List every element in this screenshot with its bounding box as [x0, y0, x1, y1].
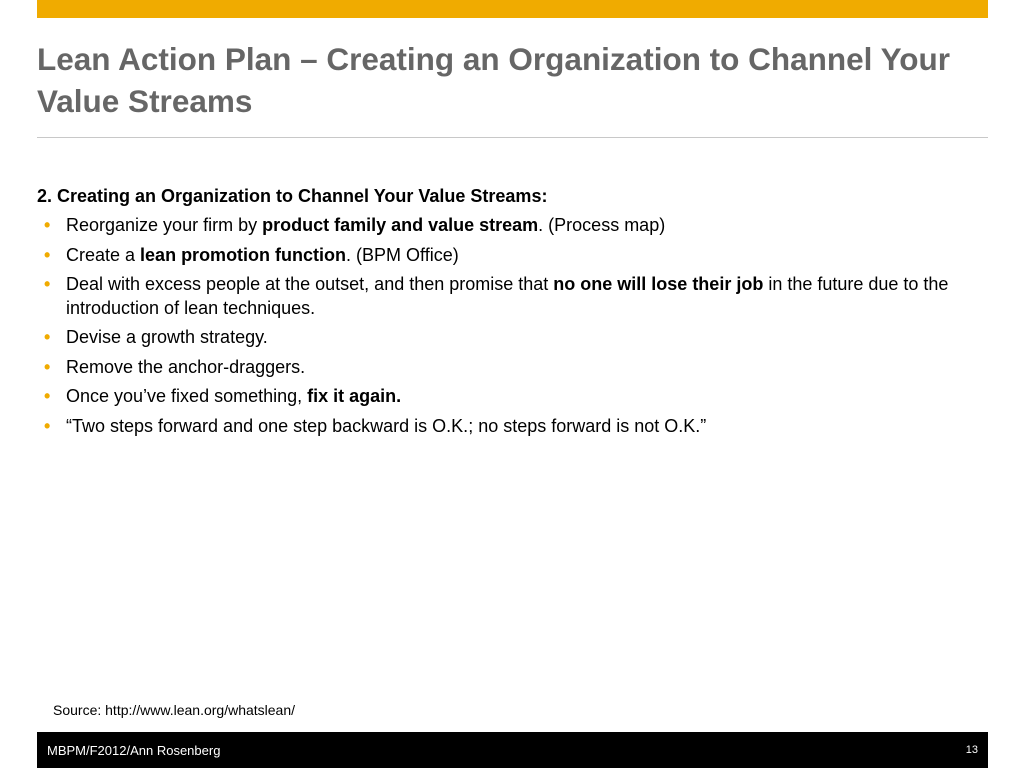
- bullet-item: [37, 273, 977, 320]
- bullet-item: [37, 415, 977, 439]
- top-accent-bar: [37, 0, 988, 18]
- slide-content: [37, 184, 977, 444]
- page-number: 13: [965, 744, 978, 756]
- bullet-emphasis: product family and value stream: [262, 215, 539, 235]
- bullet-text: Create a: [66, 244, 141, 265]
- bullet-item: [37, 356, 977, 380]
- title-divider: [37, 137, 988, 138]
- bullet-text: Deal with excess people at the outset, and then promise that: [66, 274, 554, 294]
- bullet-text: Remove the anchor-draggers.: [66, 356, 306, 377]
- source-citation: Source: http://www.lean.org/whatslean/: [53, 702, 296, 718]
- bullet-icon: •: [44, 274, 51, 294]
- bullet-emphasis: fix it again.: [307, 386, 402, 406]
- bullet-icon: •: [44, 415, 51, 436]
- bullet-text: in the future due to the introduction of lean techniques.: [66, 274, 949, 318]
- bullet-text: “Two steps forward and one step backward is O.K.; no steps forward is not O.K.”: [66, 415, 707, 436]
- bullet-text: Once you’ve fixed something,: [66, 386, 308, 406]
- bullet-text: . (Process map): [538, 215, 666, 235]
- bullet-text: Devise a growth strategy.: [66, 327, 268, 347]
- bullet-icon: •: [44, 215, 51, 235]
- footer-text: MBPM/F2012/Ann Rosenberg: [47, 743, 221, 758]
- bullet-text: . (BPM Office): [346, 244, 459, 265]
- bullet-emphasis: lean promotion function: [140, 244, 347, 265]
- bullet-text: Reorganize your firm by: [66, 215, 263, 235]
- bullet-icon: •: [44, 386, 51, 406]
- bullet-list: [37, 214, 977, 438]
- bullet-item: [37, 244, 977, 268]
- bullet-icon: •: [44, 327, 51, 347]
- footer-bar: [37, 732, 988, 768]
- slide-title: Lean Action Plan – Creating an Organization to Channel Your Value Streams: [37, 41, 951, 119]
- bullet-emphasis: no one will lose their job: [553, 274, 764, 294]
- bullet-item: [37, 326, 977, 350]
- bullet-icon: •: [44, 244, 51, 265]
- bullet-icon: •: [44, 356, 51, 377]
- section-heading: 2. Creating an Organization to Channel Your Value Streams:: [37, 186, 548, 206]
- bullet-item: [37, 214, 977, 238]
- bullet-item: [37, 385, 977, 409]
